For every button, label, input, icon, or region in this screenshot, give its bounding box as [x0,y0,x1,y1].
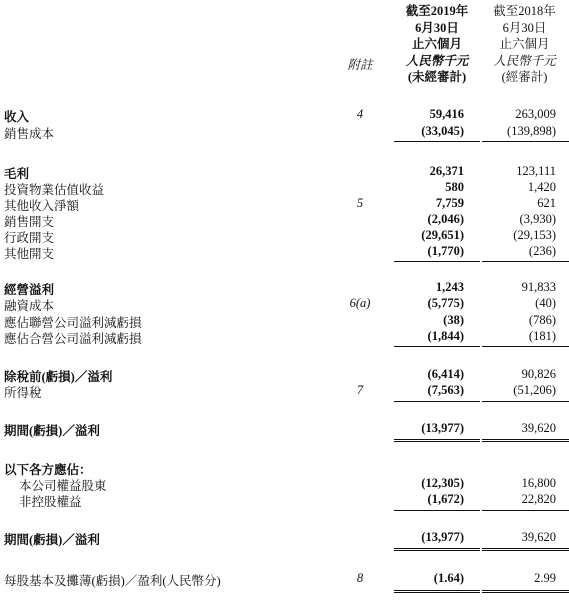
rule-line [394,346,480,347]
row-label: 其他收入淨額 [4,199,80,213]
row-period-loss-profit-total [0,530,569,547]
rule-line [394,141,480,142]
row-label: 毛利 [4,167,30,181]
rule-line [482,261,569,262]
row-value-previous: (29,153) [513,228,556,242]
row-share-of-associates [0,313,569,330]
row-value-current: (29,651) [421,228,464,242]
row-label: 期間(虧損)／溢利 [4,533,100,547]
row-operating-profit [0,280,569,297]
row-value-previous: 22,820 [521,492,556,506]
note-column-header: 附註 [347,58,373,72]
row-value-previous: (181) [528,329,556,343]
header-current-date: 6月30日 [415,20,459,35]
row-label: 以下各方應佔： [4,463,92,477]
row-share-of-joint-ventures [0,329,569,346]
row-value-current: (13,977) [421,530,464,544]
row-label: 融資成本 [4,299,55,313]
row-note: 7 [356,383,364,397]
row-value-current: (2,046) [427,212,464,226]
header-previous-period: 截至2018年 [493,4,556,18]
row-value-current: 580 [445,180,464,194]
row-value-previous: 123,111 [516,164,556,178]
row-value-previous: 39,620 [521,530,556,544]
double-rule-line [394,590,480,593]
row-value-previous: 16,800 [521,476,556,490]
row-value-current: (33,045) [421,124,464,138]
row-label: 其他開支 [4,247,55,261]
header-current-unit: 人民幣千元 [405,53,469,68]
rule-line [482,401,569,402]
row-label: 應佔聯營公司溢利減虧損 [4,316,142,330]
row-gross-profit [0,164,569,181]
column-header-previous [480,3,569,86]
row-label: 除稅前(虧損)／溢利 [4,370,113,384]
rule-line [394,401,480,402]
row-value-current: (1,672) [427,492,464,506]
rule-line [482,141,569,142]
row-value-current: (13,977) [421,421,464,435]
row-other-expenses [0,244,569,261]
row-label: 非控股權益 [19,495,82,509]
double-rule-line [482,439,569,442]
row-label: 期間(虧損)／溢利 [4,424,100,438]
row-value-current: (6,414) [427,367,464,381]
row-value-current: 7,759 [435,196,464,210]
header-previous-unit: 人民幣千元 [493,53,556,68]
row-value-current: (12,305) [421,476,464,490]
row-value-previous: 263,009 [515,107,556,121]
row-value-current: (1.64) [433,571,464,585]
row-non-controlling-interests [0,492,569,509]
row-label: 收入 [4,110,30,124]
row-value-previous: (236) [528,244,556,258]
row-equity-shareholders [0,476,569,493]
row-label: 本公司權益股東 [19,479,107,493]
row-value-current: (38) [443,313,464,327]
row-value-current: (5,775) [427,296,464,310]
row-label: 應佔合營公司溢利減虧損 [4,332,142,346]
row-value-previous: (40) [535,296,556,310]
row-value-current: 59,416 [429,107,464,121]
row-finance-costs [0,296,569,313]
row-admin-expenses [0,228,569,245]
row-label: 銷售開支 [4,215,55,229]
row-label: 每股基本及攤薄(虧損)／盈利(人民幣分) [4,574,221,588]
row-value-previous: (139,898) [507,124,556,138]
header-current-span: 止六個月 [411,37,462,51]
rule-line [394,510,480,511]
row-other-income [0,196,569,213]
row-label: 經營溢利 [4,283,55,297]
rule-line [482,510,569,511]
row-selling-expenses [0,212,569,229]
column-header-current [394,3,480,86]
row-value-previous: (3,930) [519,212,556,226]
row-value-previous: 621 [537,196,556,210]
row-income-tax [0,383,569,400]
header-previous-audit: (經審計) [501,70,548,84]
row-value-previous: 39,620 [521,421,556,435]
row-note: 8 [356,571,364,585]
row-period-loss-profit [0,421,569,438]
double-rule-line [482,548,569,551]
double-rule-line [394,439,480,442]
row-value-previous: (786) [528,313,556,327]
row-label: 銷售成本 [4,127,55,141]
row-value-previous: 1,420 [527,180,556,194]
header-previous-span: 止六個月 [499,37,550,51]
row-value-current: (7,563) [427,383,464,397]
header-current-period: 截至2019年 [405,4,469,18]
double-rule-line [394,548,480,551]
double-rule-line [482,590,569,593]
row-loss-profit-before-tax [0,367,569,384]
row-revenue [0,107,569,124]
row-value-current: 1,243 [435,280,464,294]
row-value-current: (1,770) [427,244,464,258]
row-value-current: (1,844) [427,329,464,343]
row-cost-of-sales [0,124,569,141]
row-note: 6(a) [349,296,371,310]
row-label: 行政開支 [4,231,55,245]
row-value-previous: 90,826 [521,367,556,381]
row-value-previous: (51,206) [513,383,556,397]
header-previous-date: 6月30日 [502,20,547,35]
row-note: 4 [356,107,364,121]
header-current-audit: (未經審計) [407,70,467,84]
row-label: 所得稅 [4,386,42,400]
rule-line [482,346,569,347]
row-earnings-per-share [0,571,569,588]
row-value-previous: 91,833 [521,280,556,294]
row-value-current: 26,371 [429,164,464,178]
row-attributable-to [0,460,569,477]
row-note: 5 [356,196,364,210]
row-label: 投資物業估值收益 [4,183,105,197]
row-investment-property-gain [0,180,569,197]
rule-line [394,261,480,262]
row-value-previous: 2.99 [534,571,556,585]
